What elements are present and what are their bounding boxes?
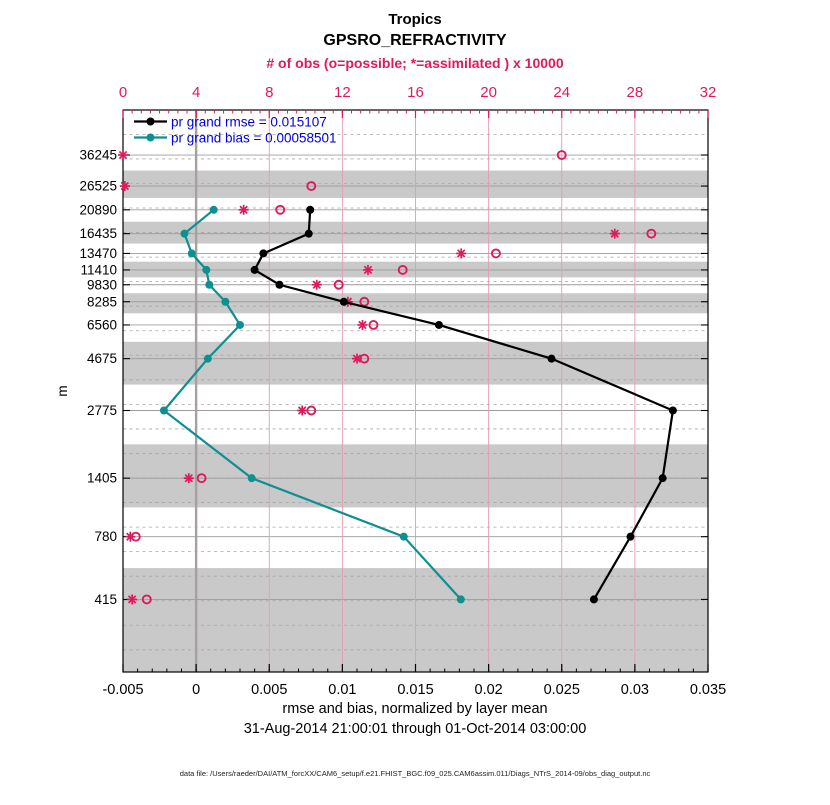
bottom-axis-tick-label: 0.025 xyxy=(543,682,580,698)
bias-point xyxy=(400,533,408,541)
rmse-point xyxy=(548,355,556,363)
y-axis-tick-label: 13470 xyxy=(79,245,117,261)
legend xyxy=(134,115,337,146)
y-axis-tick-label: 9830 xyxy=(86,277,117,293)
rmse-point xyxy=(305,230,313,238)
rmse-point xyxy=(669,407,677,415)
y-axis-tick-label: 20890 xyxy=(79,202,117,218)
bottom-axis-tick-label: -0.005 xyxy=(102,682,144,698)
y-axis-tick-label: 1405 xyxy=(86,470,117,486)
bottom-axis-tick-label: 0.01 xyxy=(328,682,357,698)
data-file-footer: data file: /Users/raeder/DAI/ATM_forcXX/CAM6_setup/f.e21.FHIST_BGC.f09_025.CAM6assim.011/Diags_NTrS_2014-09/obs_diag_output.nc xyxy=(179,769,651,778)
y-axis-tick-label: 36245 xyxy=(79,147,117,163)
top-axis-tick-label: 24 xyxy=(553,84,571,101)
y-axis-tick-label: 415 xyxy=(94,591,117,607)
legend-rmse-label: pr grand rmse = 0.015107 xyxy=(171,114,327,130)
bottom-axis-tick-label: 0.02 xyxy=(474,682,503,698)
y-axis-tick-label: 16435 xyxy=(79,226,117,242)
bias-point xyxy=(457,595,465,603)
y-axis-tick-label: 11410 xyxy=(80,262,117,278)
y-axis-tick-label: 4675 xyxy=(86,351,117,367)
top-axis-tick-label: 4 xyxy=(191,84,201,101)
bias-point xyxy=(236,321,244,329)
y-axis-tick-label: 26525 xyxy=(79,178,117,194)
top-axis-tick-label: 16 xyxy=(407,84,424,101)
rmse-point xyxy=(306,206,314,214)
chart-title: Tropics xyxy=(388,11,442,28)
legend-bias-label: pr grand bias = 0.00058501 xyxy=(171,130,337,146)
rmse-point xyxy=(435,321,443,329)
rmse-point xyxy=(251,266,259,274)
rmse-point xyxy=(259,249,267,257)
top-axis-tick-label: 8 xyxy=(265,84,274,101)
bottom-axis-tick-label: 0.03 xyxy=(620,682,649,698)
top-axis-label: # of obs (o=possible; *=assimilated ) x 10000 xyxy=(266,55,564,71)
top-axis-tick-label: 32 xyxy=(699,84,717,101)
bottom-axis-tick-label: 0.015 xyxy=(397,682,434,698)
chart-subtitle: GPSRO_REFRACTIVITY xyxy=(323,32,507,49)
bottom-axis-tick-label: 0 xyxy=(192,682,201,698)
bias-point xyxy=(204,355,212,363)
bias-point xyxy=(248,474,256,482)
x-axis-label: rmse and bias, normalized by layer mean xyxy=(282,701,548,717)
y-axis-tick-label: 8285 xyxy=(86,294,117,310)
bias-point xyxy=(210,206,218,214)
y-axis-tick-label: 780 xyxy=(94,529,117,545)
rmse-point xyxy=(659,474,667,482)
bias-point xyxy=(221,298,229,306)
bottom-axis-tick-label: 0.035 xyxy=(689,682,727,698)
rmse-point xyxy=(275,281,283,289)
top-axis-tick-label: 20 xyxy=(480,84,497,101)
date-range-label: 31-Aug-2014 21:00:01 through 01-Oct-2014 03:00:00 xyxy=(243,721,587,737)
rmse-point xyxy=(590,595,598,603)
rmse-point xyxy=(626,533,634,541)
legend-bias-marker xyxy=(147,134,155,142)
bias-point xyxy=(202,266,210,274)
top-axis-tick-label: 0 xyxy=(118,84,128,101)
rmse-point xyxy=(340,298,348,306)
top-axis-tick-label: 12 xyxy=(334,84,351,101)
bias-point xyxy=(180,230,188,238)
bias-point xyxy=(205,281,213,289)
y-axis-tick-label: 2775 xyxy=(86,403,117,419)
bias-point xyxy=(188,249,196,257)
y-axis-label: m xyxy=(55,385,70,397)
bias-point xyxy=(160,407,168,415)
top-axis-tick-label: 28 xyxy=(626,84,644,101)
bottom-axis-tick-label: 0.005 xyxy=(251,682,288,698)
plot-area xyxy=(79,84,726,698)
legend-rmse-marker xyxy=(147,118,155,126)
y-axis-tick-label: 6560 xyxy=(86,317,117,333)
